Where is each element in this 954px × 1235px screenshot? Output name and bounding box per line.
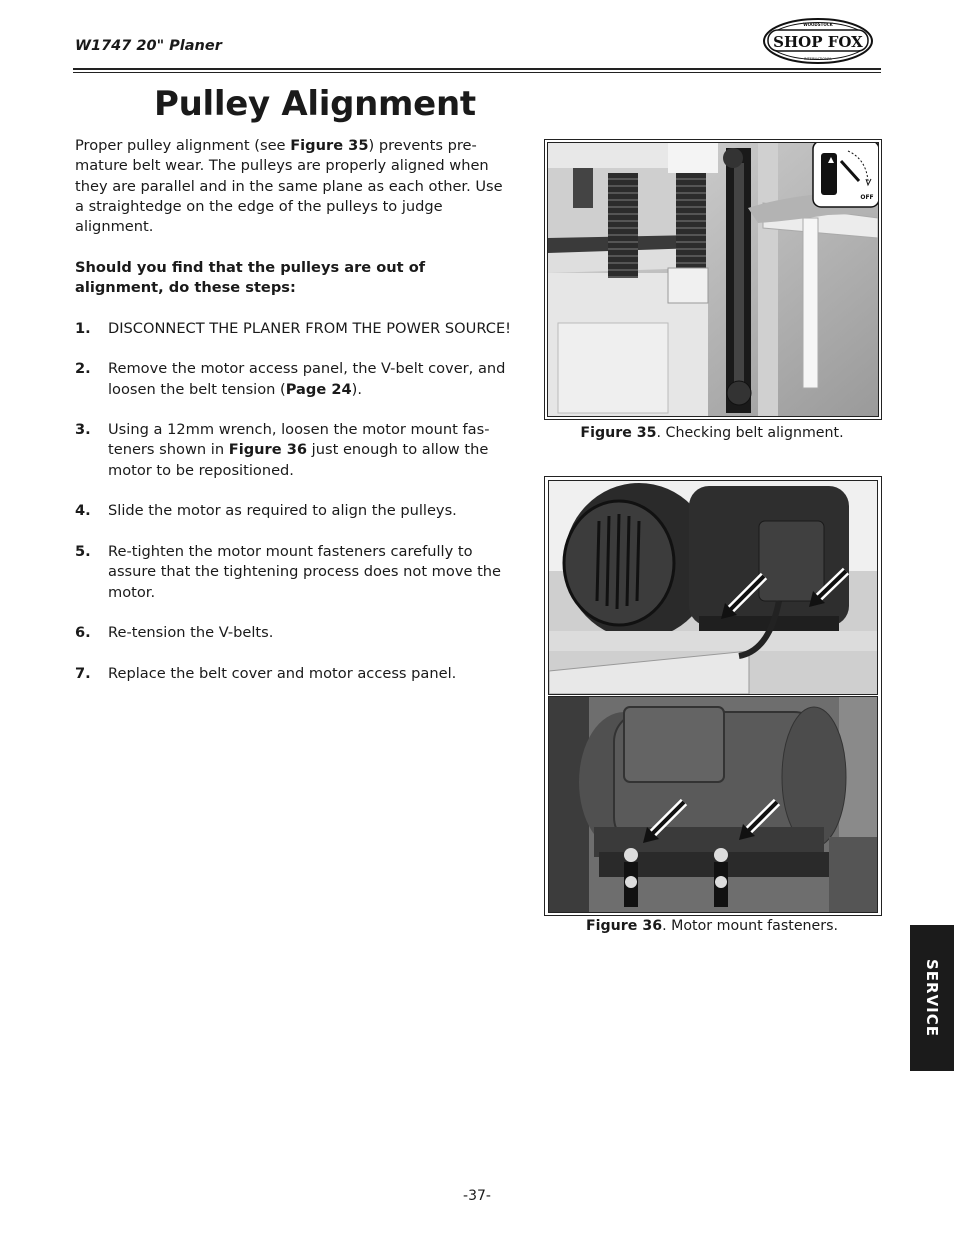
figure-36-caption: Figure 36. Motor mount fasteners.: [585, 918, 839, 934]
svg-text:OFF: OFF: [860, 194, 874, 201]
page-title: Pulley Alignment: [154, 84, 476, 124]
svg-text:INTERNATIONAL: INTERNATIONAL: [803, 57, 833, 61]
step-item: 5. Re-tighten the motor mount fasteners carefully to assure that the tightening process does not move the motor.: [75, 542, 502, 601]
figure-36-photo-top: [549, 481, 877, 694]
figure-36-photo-bottom: [549, 697, 877, 912]
figure-35-ref: Figure 35: [290, 137, 369, 154]
bold-note: Should you find that the pulleys are out of alignment, do these steps:: [75, 258, 426, 297]
step-item: 6. Re-tension the V-belts.: [75, 624, 274, 642]
header-rule-thin: [73, 72, 881, 73]
step-item: 1. DISCONNECT THE PLANER FROM THE POWER SOURCE!: [75, 319, 512, 337]
svg-text:WOODSTOCK: WOODSTOCK: [803, 22, 833, 27]
instructions-column: [75, 136, 513, 704]
figure-35-frame: [544, 139, 882, 420]
svg-text:SHOP FOX: SHOP FOX: [773, 33, 863, 51]
step-item: 7. Replace the belt cover and motor access panel.: [75, 664, 457, 682]
figure-36-frame: [544, 476, 882, 916]
figure-35-caption: Figure 35. Checking belt alignment.: [580, 425, 844, 441]
shop-fox-logo: [762, 16, 874, 66]
step-item: 3. Using a 12mm wrench, loosen the motor mount fas-teners shown in Figure 36 just enough to allow the motor to be repositioned.: [75, 421, 490, 479]
page-number: -37-: [463, 1188, 491, 1204]
step-item: 4. Slide the motor as required to align the pulleys.: [75, 502, 457, 520]
steps-list: [75, 319, 513, 684]
intro-paragraph: Proper pulley alignment (see Figure 35) prevents pre-mature belt wear. The pulleys are properly aligned when they are parallel and in the same plane as each other. Use a straightedge on the edge of the pulleys to judge alignment.: [75, 137, 503, 236]
step-item: 2. Remove the motor access panel, the V-belt cover, and loosen the belt tension (Page 24).: [75, 360, 506, 398]
header-model: W1747 20" Planer: [75, 38, 222, 54]
figure-35-photo: [548, 143, 878, 416]
section-tab-service: SERVICE: [910, 925, 954, 1071]
header-rule: [73, 68, 881, 70]
